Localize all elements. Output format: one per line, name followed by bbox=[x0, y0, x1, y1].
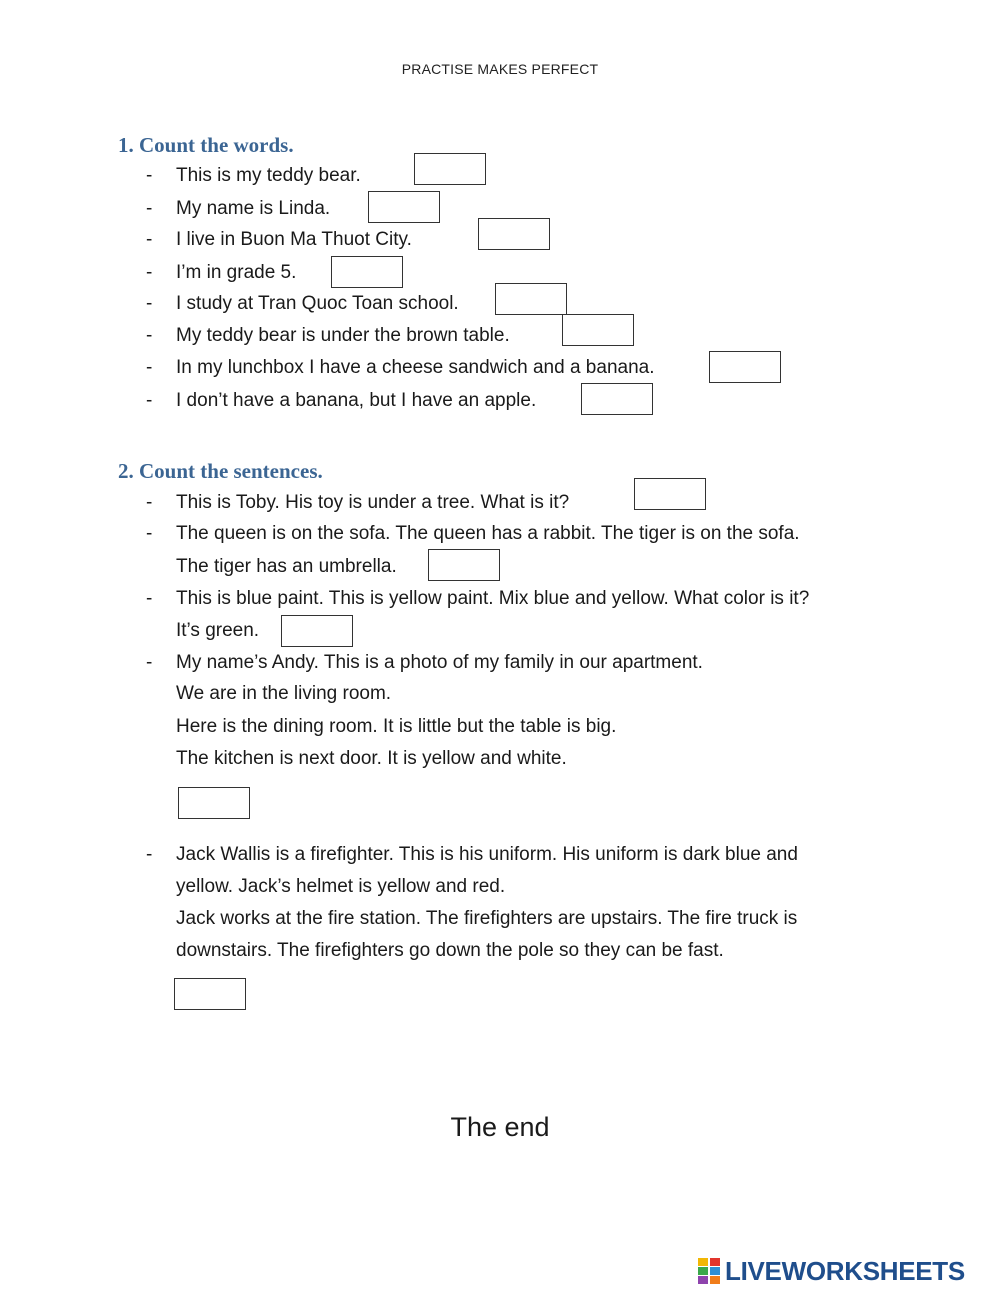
bullet-dash: - bbox=[146, 492, 153, 513]
bullet-dash: - bbox=[146, 229, 153, 250]
word-count-answer-6[interactable] bbox=[562, 314, 634, 346]
sentence-count-answer-4[interactable] bbox=[178, 787, 250, 819]
word-count-answer-5[interactable] bbox=[495, 283, 567, 315]
sentence-count-passage-5-line-4: downstairs. The firefighters go down the pole so they can be fast. bbox=[176, 940, 724, 961]
bullet-dash: - bbox=[146, 325, 153, 346]
sentence-count-answer-2[interactable] bbox=[428, 549, 500, 581]
word-count-sentence-2: My name is Linda. bbox=[176, 198, 331, 219]
sentence-count-passage-1-line-1: This is Toby. His toy is under a tree. What is it? bbox=[176, 492, 570, 513]
brand-name: LIVEWORKSHEETS bbox=[725, 1255, 965, 1286]
word-count-answer-4[interactable] bbox=[331, 256, 403, 288]
bullet-dash: - bbox=[146, 844, 153, 865]
sentence-count-answer-5[interactable] bbox=[174, 978, 246, 1010]
sentence-count-answer-3[interactable] bbox=[281, 615, 353, 647]
sentence-count-passage-4-line-1: My name’s Andy. This is a photo of my family in our apartment. bbox=[176, 652, 703, 673]
bullet-dash: - bbox=[146, 357, 153, 378]
bullet-dash: - bbox=[146, 262, 153, 283]
sentence-count-passage-3-line-1: This is blue paint. This is yellow paint. Mix blue and yellow. What color is it? bbox=[176, 588, 810, 609]
liveworksheets-logo-icon bbox=[698, 1258, 722, 1284]
word-count-answer-3[interactable] bbox=[478, 218, 550, 250]
word-count-sentence-3: I live in Buon Ma Thuot City. bbox=[176, 229, 412, 250]
word-count-sentence-5: I study at Tran Quoc Toan school. bbox=[176, 293, 459, 314]
sentence-count-passage-2-line-2: The tiger has an umbrella. bbox=[176, 556, 397, 577]
section-1-title: 1. Count the words. bbox=[118, 133, 294, 157]
sentence-count-passage-4-line-3: Here is the dining room. It is little but the table is big. bbox=[176, 716, 617, 737]
bullet-dash: - bbox=[146, 165, 153, 186]
sentence-count-passage-5-line-2: yellow. Jack’s helmet is yellow and red. bbox=[176, 876, 506, 897]
sentence-count-passage-2-line-1: The queen is on the sofa. The queen has a rabbit. The tiger is on the sofa. bbox=[176, 523, 800, 544]
sentence-count-passage-4-line-2: We are in the living room. bbox=[176, 683, 392, 704]
bullet-dash: - bbox=[146, 198, 153, 219]
word-count-sentence-8: I don’t have a banana, but I have an apple. bbox=[176, 390, 537, 411]
word-count-answer-1[interactable] bbox=[414, 153, 486, 185]
the-end-text: The end bbox=[450, 1112, 550, 1142]
word-count-sentence-6: My teddy bear is under the brown table. bbox=[176, 325, 510, 346]
bullet-dash: - bbox=[146, 293, 153, 314]
word-count-answer-2[interactable] bbox=[368, 191, 440, 223]
bullet-dash: - bbox=[146, 652, 153, 673]
word-count-answer-7[interactable] bbox=[709, 351, 781, 383]
bullet-dash: - bbox=[146, 588, 153, 609]
sentence-count-passage-5-line-1: Jack Wallis is a firefighter. This is his uniform. His uniform is dark blue and bbox=[176, 844, 798, 865]
liveworksheets-brand bbox=[698, 1256, 965, 1286]
word-count-sentence-1: This is my teddy bear. bbox=[176, 165, 361, 186]
sentence-count-answer-1[interactable] bbox=[634, 478, 706, 510]
word-count-answer-8[interactable] bbox=[581, 383, 653, 415]
sentence-count-passage-5-line-3: Jack works at the fire station. The firefighters are upstairs. The fire truck is bbox=[176, 908, 798, 929]
word-count-sentence-4: I’m in grade 5. bbox=[176, 262, 297, 283]
sentence-count-passage-4-line-4: The kitchen is next door. It is yellow and white. bbox=[176, 748, 567, 769]
section-2-title: 2. Count the sentences. bbox=[118, 459, 323, 483]
sentence-count-passage-3-line-2: It’s green. bbox=[176, 620, 260, 641]
word-count-sentence-7: In my lunchbox I have a cheese sandwich and a banana. bbox=[176, 357, 655, 378]
bullet-dash: - bbox=[146, 390, 153, 411]
bullet-dash: - bbox=[146, 523, 153, 544]
page-header: PRACTISE MAKES PERFECT bbox=[401, 61, 599, 77]
